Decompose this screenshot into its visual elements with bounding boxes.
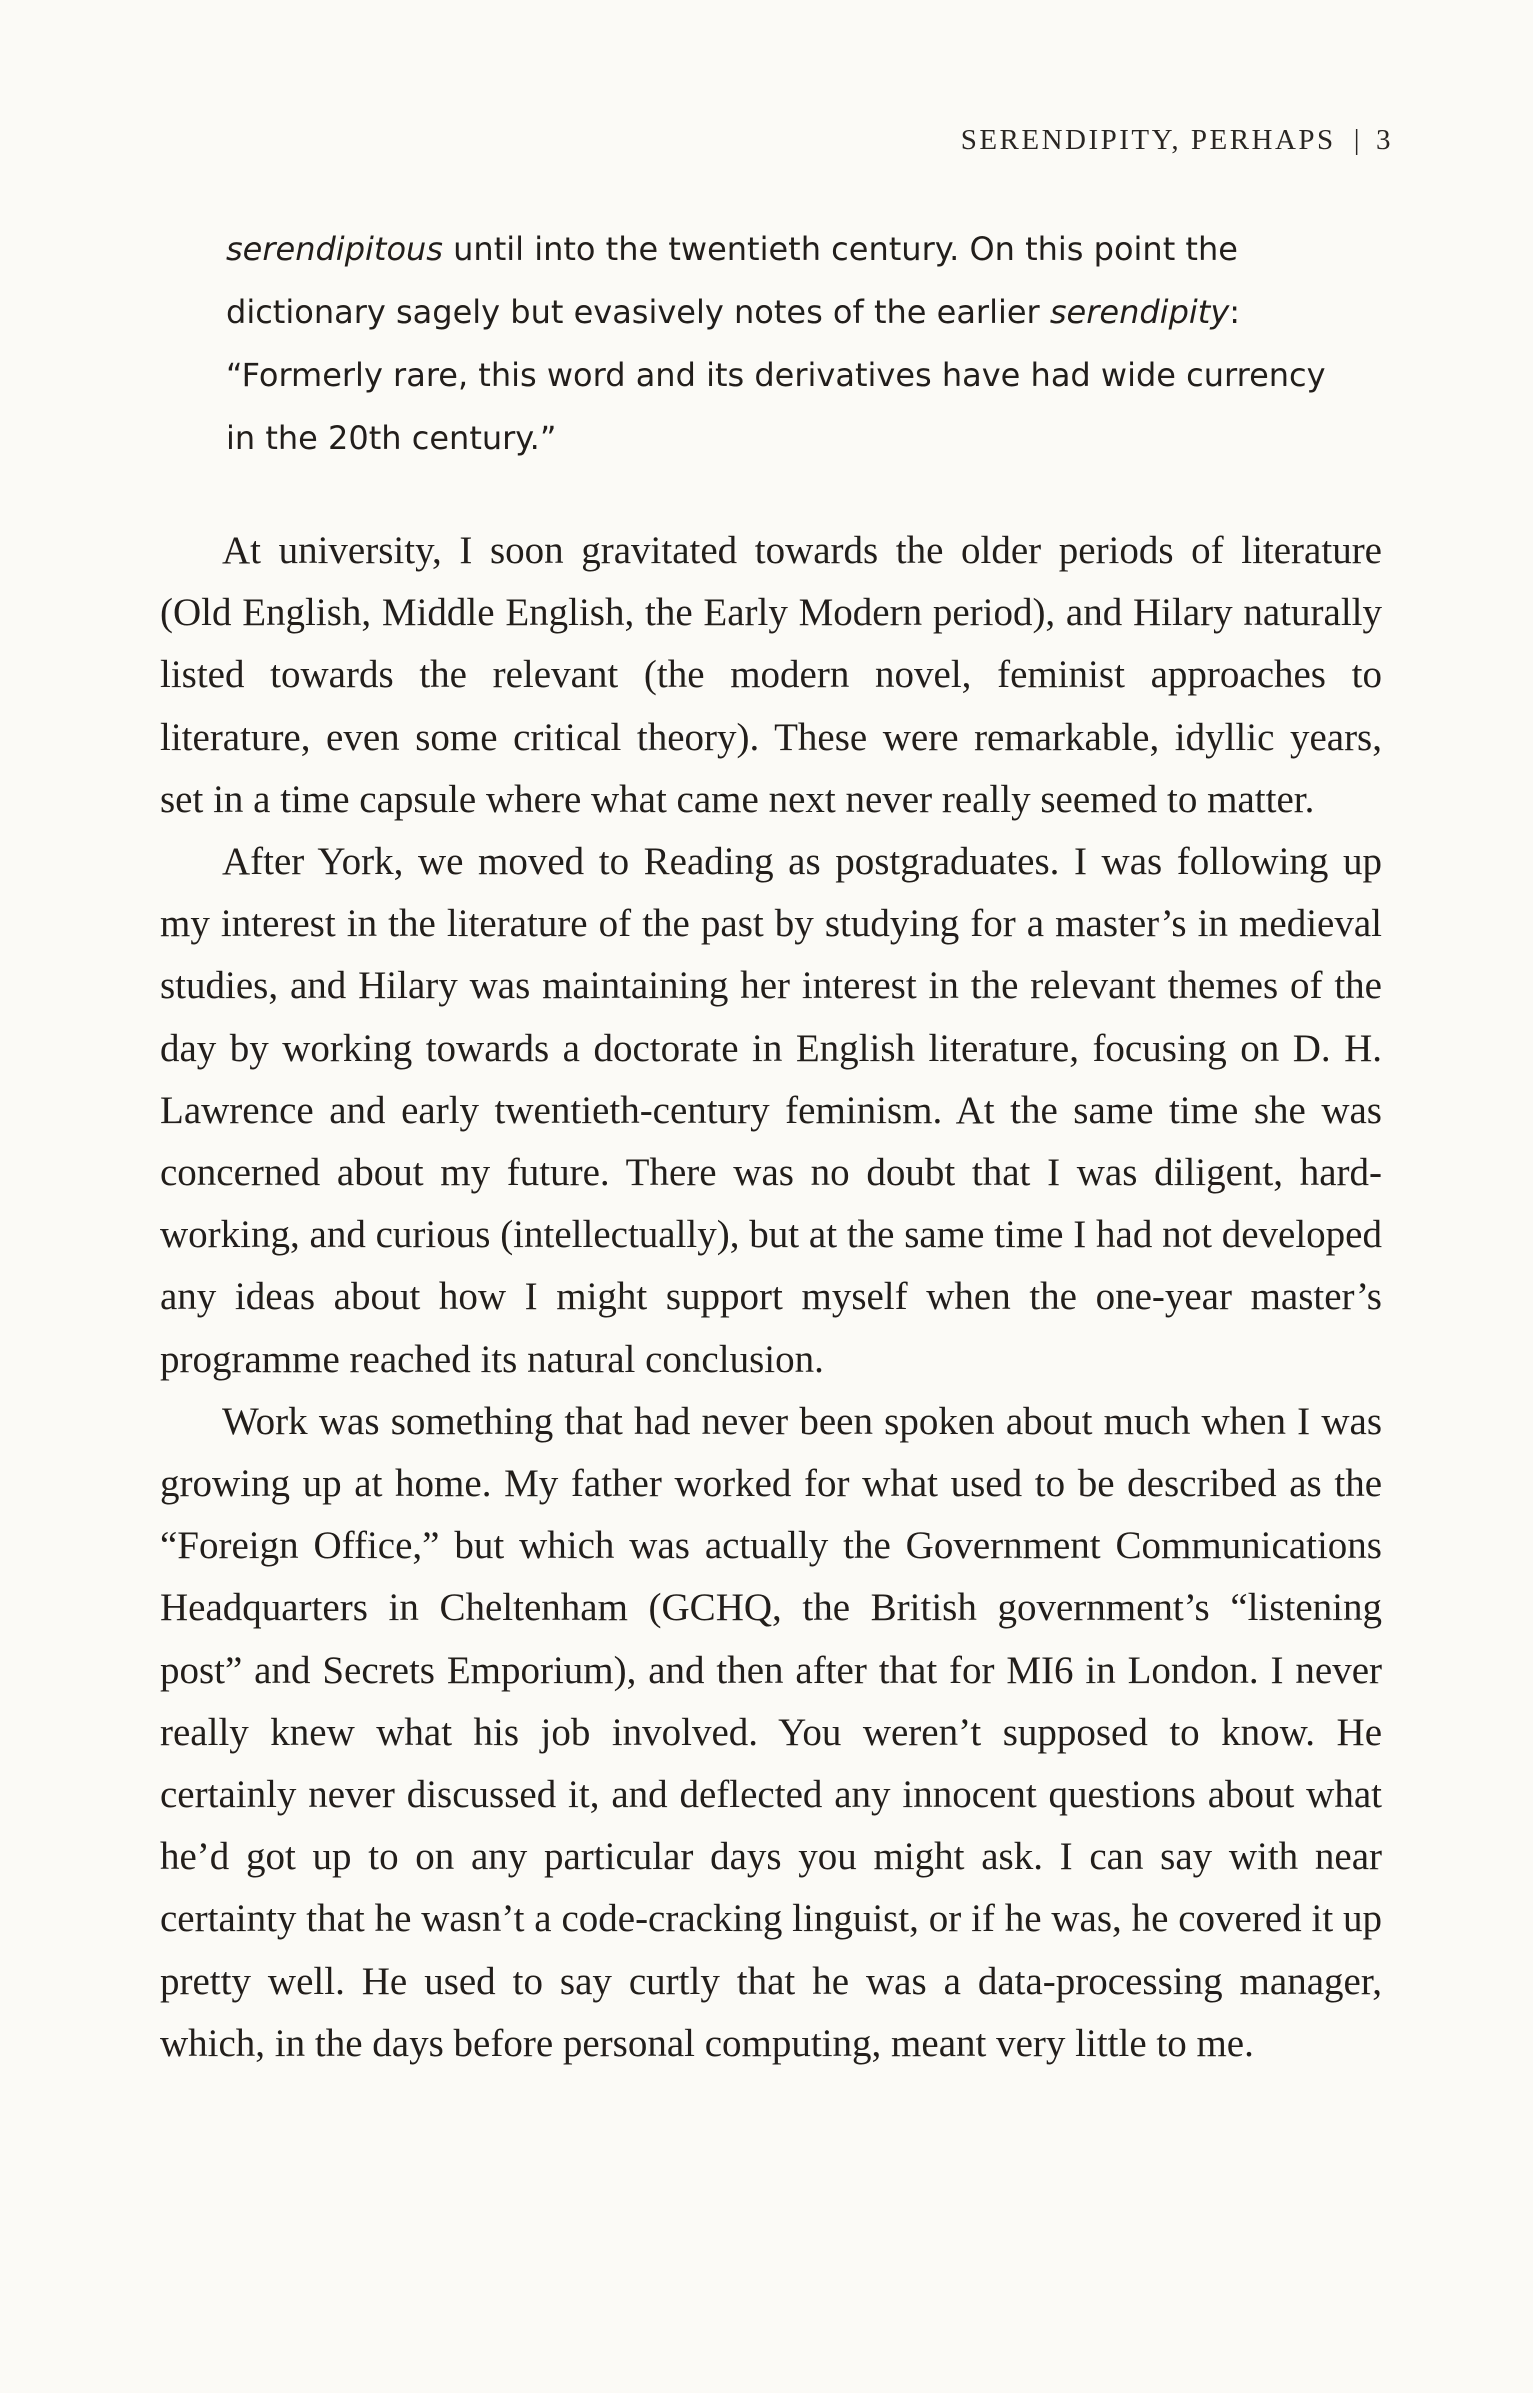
quote-text-2: : “Formerly rare, this word and its derivatives have had wide currency in the 20th century.”	[226, 293, 1326, 457]
body-text	[160, 520, 1382, 2075]
quote-italic-word-2: serendipity	[1049, 293, 1230, 331]
header-separator: |	[1353, 124, 1362, 156]
quote-italic-word-1: serendipitous	[226, 230, 443, 268]
quote-paragraph	[226, 218, 1346, 470]
running-title: SERENDIPITY, PERHAPS	[960, 124, 1336, 156]
paragraph-reading: After York, we moved to Reading as postgraduates. I was following up my interest in the literature of the past by studying for a master’s in medieval studies, and Hilary was maintaining her interest in the relevant themes of the day by working towards a doctorate in English literature, focusing on D. H. Lawrence and early twentieth-century feminism. At the same time she was concerned about my future. There was no doubt that I was diligent, hard-working, and curious (intellectually), but at the same time I had not developed any ideas about how I might support myself when the one-year master’s programme reached its natural conclusion.	[160, 840, 1382, 1381]
running-head	[961, 124, 1393, 157]
quote-text-1: until into the twentieth century. On this point the dictionary sagely but evasively notes of the earlier	[226, 230, 1238, 331]
dictionary-quote-block	[226, 218, 1346, 470]
paragraph-university: At university, I soon gravitated towards the older periods of literature (Old English, Middle English, the Early Modern period), and Hilary naturally listed towards the relevant (the modern novel, feminist approaches to literature, even some critical theory). These were remarkable, idyllic years, set in a time capsule where what came next never really seemed to matter.	[160, 529, 1382, 821]
page-number: 3	[1376, 124, 1393, 156]
paragraph-work: Work was something that had never been spoken about much when I was growing up at home. My father worked for what used to be described as the “Foreign Office,” but which was actually the Government Communications Headquarters in Cheltenham (GCHQ, the British government’s “listening post” and Secrets Emporium), and then after that for MI6 in London. I never really knew what his job involved. You weren’t supposed to know. He certainly never discussed it, and deflected any innocent questions about what he’d got up to on any particular days you might ask. I can say with near certainty that he wasn’t a code-cracking linguist, or if he was, he covered it up pretty well. He used to say curtly that he was a data-processing manager, which, in the days before personal computing, meant very little to me.	[160, 1399, 1382, 2065]
